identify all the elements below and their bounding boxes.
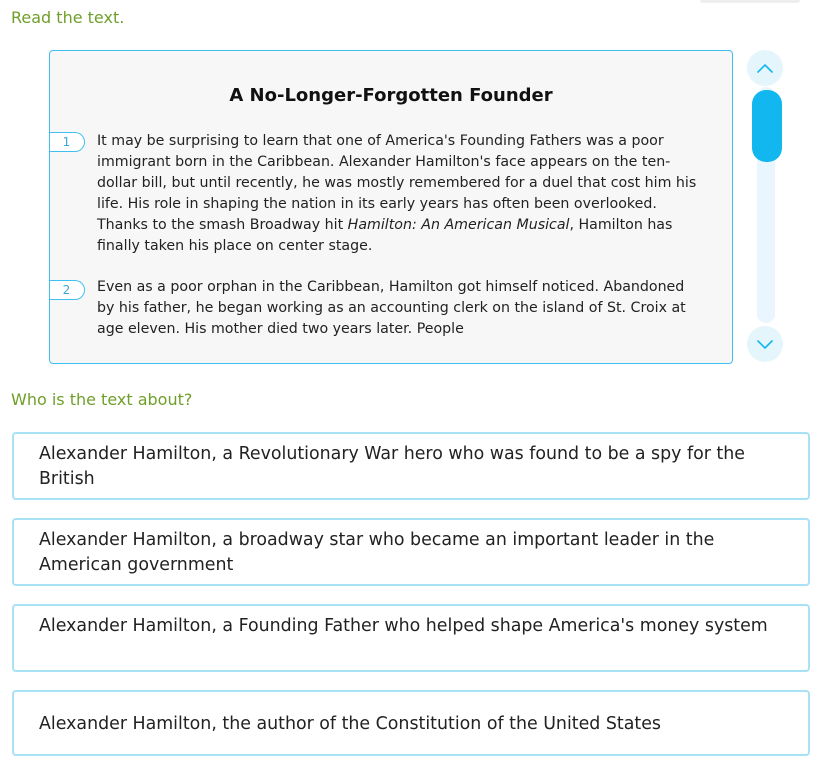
scroll-down-button[interactable] — [747, 326, 783, 362]
answer-choice-3[interactable]: Alexander Hamilton, a Founding Father who helped shape America's money system — [12, 604, 810, 672]
paragraph-2: Even as a poor orphan in the Caribbean, Hamilton got himself noticed. Abandoned by his father, he began working as an accounting clerk on the island of St. Croix at age eleven. His mother died two years later. People — [97, 279, 686, 337]
answer-choice-4[interactable]: Alexander Hamilton, the author of the Constitution of the United States — [12, 690, 810, 756]
paragraph-1-italic-title: Hamilton: An American Musical — [347, 217, 570, 233]
answer-choice-1[interactable]: Alexander Hamilton, a Revolutionary War hero who was found to be a spy for the British — [12, 432, 810, 500]
paragraph-1-text-start: It may be surprising to learn that one of America's Founding Fathers was a poor immigrant born in the Caribbean. Alexander Hamilton's face appears on the ten-dollar bill, but until recently, he was mostly remembered for a duel that cost him his life. His role in shaping the nation in its early years has often been overlooked. Thanks to the smash Broadway hit — [97, 133, 697, 233]
chevron-down-icon — [756, 337, 774, 351]
scroll-up-button[interactable] — [747, 50, 783, 86]
chevron-up-icon — [756, 61, 774, 75]
instruction-text: Read the text. — [11, 8, 125, 27]
paragraph-number-1: 1 — [49, 132, 85, 152]
top-edge-decoration — [700, 0, 800, 3]
reading-passage-box[interactable] — [49, 50, 733, 364]
paragraph-1-text-end: , Hamilton has finally taken his place on center stage. — [97, 217, 673, 254]
scrollbar-thumb[interactable] — [752, 90, 782, 162]
paragraph-1 — [97, 131, 697, 257]
passage-title: A No-Longer-Forgotten Founder — [229, 85, 553, 106]
answer-choice-2[interactable]: Alexander Hamilton, a broadway star who became an important leader in the American government — [12, 518, 810, 586]
paragraph-number-2: 2 — [49, 280, 85, 300]
question-text: Who is the text about? — [11, 390, 193, 409]
